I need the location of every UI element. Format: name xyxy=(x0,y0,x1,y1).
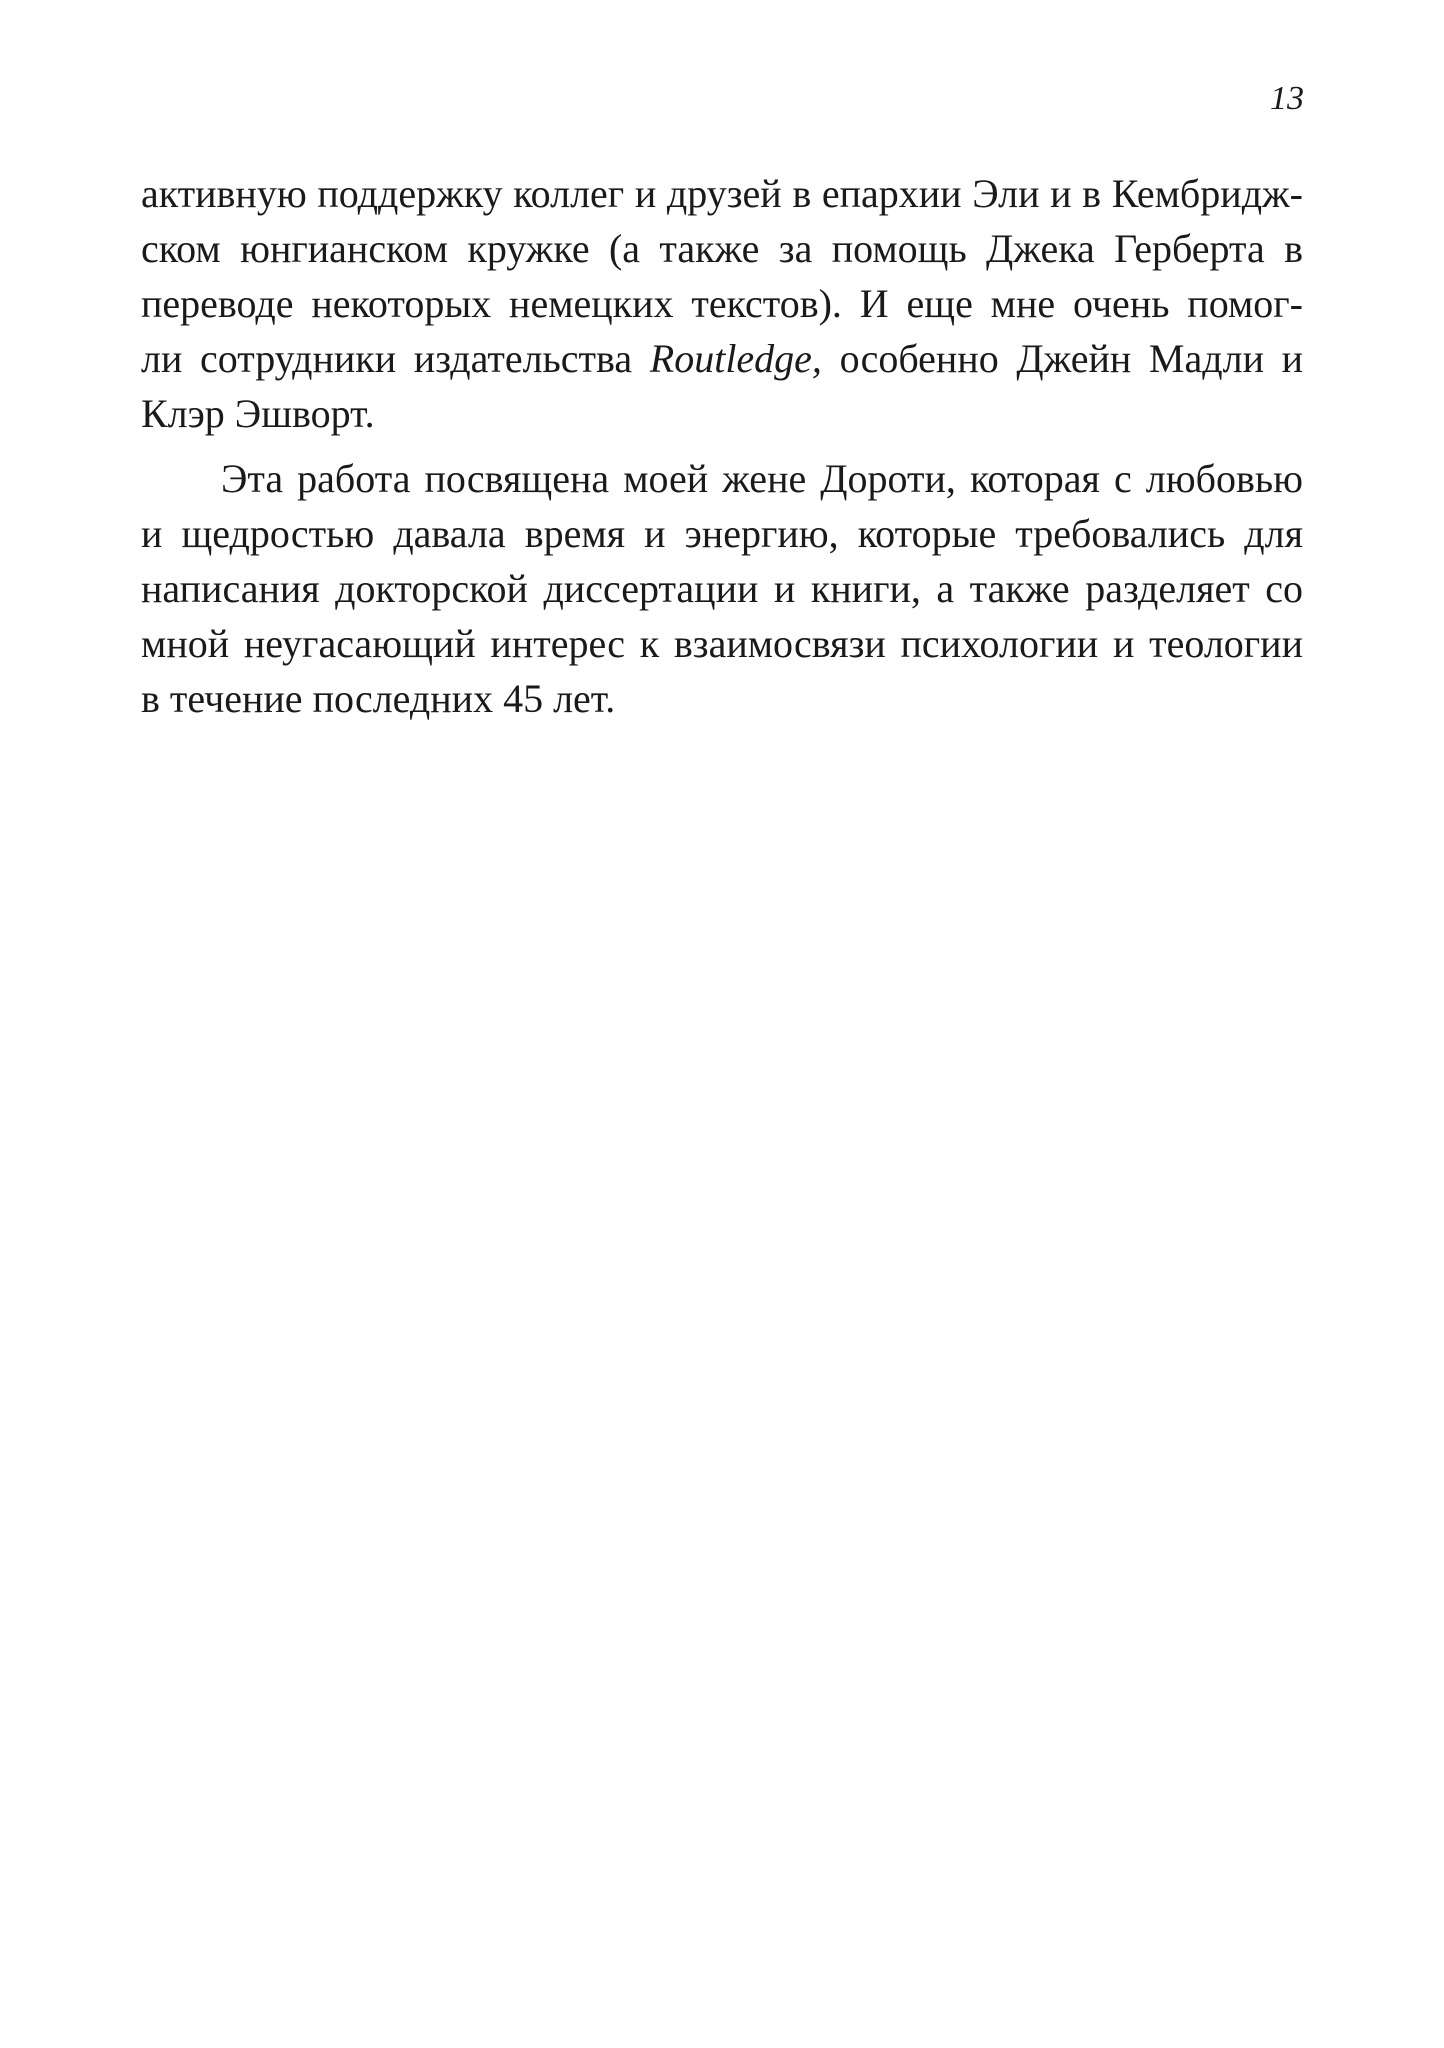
text-segment: особенно Джейн Мадли и xyxy=(821,336,1304,381)
publisher-name: Routledge, xyxy=(649,336,822,381)
paragraph-gap xyxy=(141,441,1303,451)
text-line: мной неугасающий интерес к взаимосвязи психологии и теологии xyxy=(141,621,1303,666)
body-text xyxy=(141,166,1303,726)
text-line: в течение последних 45 лет. xyxy=(141,676,616,721)
text-line: активную поддержку коллег и друзей в епархии Эли и в Кембридж- xyxy=(141,171,1303,216)
text-segment: ли сотрудники издательства xyxy=(141,336,650,381)
text-line: написания докторской диссертации и книги, а также разделяет со xyxy=(141,566,1303,611)
paragraph-acknowledgements xyxy=(141,166,1303,441)
page-number: 13 xyxy=(1270,80,1304,117)
text-line: переводе некоторых немецких текстов). И еще мне очень помог- xyxy=(141,281,1303,326)
text-line: ском юнгианском кружке (а также за помощь Джека Герберта в xyxy=(141,226,1303,271)
text-line: Клэр Эшворт. xyxy=(141,391,375,436)
text-line: Эта работа посвящена моей жене Дороти, которая с любовью xyxy=(221,456,1303,501)
text-line xyxy=(141,331,1303,386)
text-line: и щедростью давала время и энергию, которые требовались для xyxy=(141,511,1303,556)
paragraph-dedication xyxy=(141,451,1303,726)
